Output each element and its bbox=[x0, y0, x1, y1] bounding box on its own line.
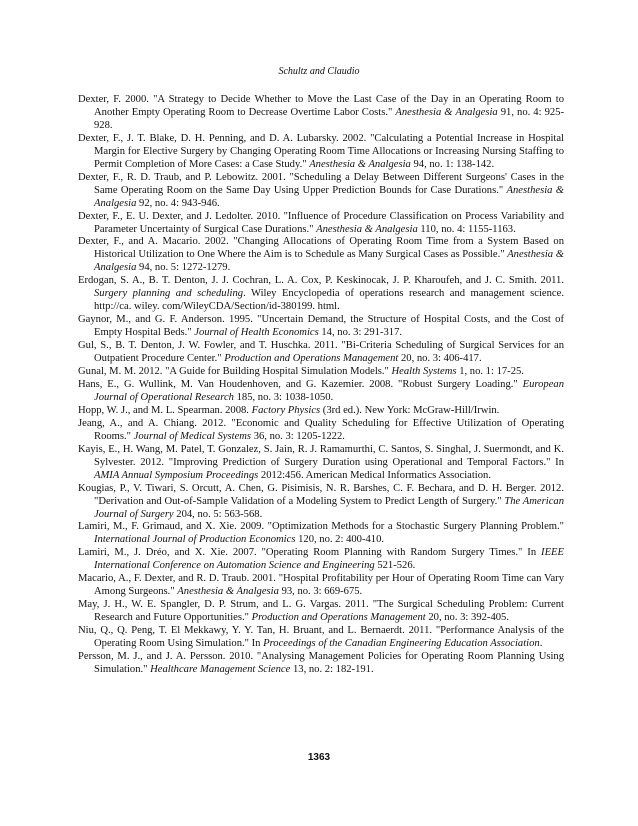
reference-entry bbox=[78, 573, 564, 599]
reference-text: Gul, S., B. T. Denton, J. W. Fowler, and T. Huschka. 2011. "Bi-Criteria Scheduling of Surgical Services for an Outpatient Procedure Center." bbox=[78, 340, 564, 365]
reference-text: Dexter, F. 2000. "A Strategy to Decide Whether to Move the Last Case of the Day in an Operating Room to Another Empty Operating Room to Decrease Overtime Labor Costs." bbox=[78, 94, 564, 118]
running-header: Schultz and Claudio bbox=[278, 66, 360, 77]
reference-source: Health Systems bbox=[391, 366, 457, 378]
reference-entry bbox=[78, 379, 564, 405]
reference-text: Erdogan, S. A., B. T. Denton, J. J. Cochran, L. A. Cox, P. Keskinocak, J. P. Kharoufeh, and J. C. Smith. 2011. bbox=[78, 275, 564, 287]
reference-source: International Journal of Production Economics bbox=[94, 534, 296, 546]
reference-entry bbox=[78, 547, 564, 573]
reference-source: Healthcare Management Science bbox=[150, 663, 291, 675]
reference-source: Anesthesia & Analgesia bbox=[94, 184, 564, 209]
reference-details: 20, no. 3: 406-417. bbox=[398, 353, 482, 365]
reference-entry bbox=[78, 366, 564, 379]
reference-text: Lamiri, M., F. Grimaud, and X. Xie. 2009. "Optimization Methods for a Stochastic Surgery Planning Problem." bbox=[78, 521, 564, 533]
reference-text: Lamiri, M., J. Dréo, and X. Xie. 2007. "Operating Room Planning with Random Surgery Times." In bbox=[78, 547, 542, 559]
reference-source: Anesthesia & Analgesia bbox=[94, 249, 564, 274]
reference-details: (3rd ed.). New York: McGraw-Hill/Irwin. bbox=[320, 404, 500, 416]
reference-text: Kougias, P., V. Tiwari, S. Orcutt, A. Chen, G. Pisimisis, N. R. Barshes, C. F. Bechara, and D. H. Berger. 2012. "Derivation and Out-of-Sample Validation of a Modeling System to Predict Length of Surgery." bbox=[78, 482, 564, 507]
reference-details: 94, no. 1: 138-142. bbox=[410, 158, 495, 170]
reference-list bbox=[78, 94, 564, 677]
reference-source: Journal of Medical Systems bbox=[133, 430, 252, 442]
reference-details: 110, no. 4: 1155-1163. bbox=[417, 223, 516, 235]
reference-text: Macario, A., F. Dexter, and R. D. Traub. 2001. "Hospital Profitability per Hour of Operating Room Time can Vary Among Surgeons." bbox=[78, 573, 564, 598]
reference-source: Journal of Health Economics bbox=[194, 327, 319, 339]
reference-entry bbox=[78, 236, 564, 275]
reference-source: Factory Physics bbox=[251, 404, 321, 416]
reference-details: 94, no. 5: 1272-1279. bbox=[136, 262, 231, 274]
reference-details: . bbox=[539, 638, 543, 650]
reference-text: Kayis, E., H. Wang, M. Patel, T. Gonzalez, S. Jain, R. J. Ramamurthi, C. Santos, S. Singhal, J. Suermondt, and K. Sylvester. 2012. "Improving Prediction of Surgery Duration using Operational and Temporal Factors." In bbox=[78, 443, 564, 468]
reference-text: Hans, E., G. Wullink, M. Van Houdenhoven, and G. Kazemier. 2008. "Robust Surgery Loading." bbox=[78, 378, 523, 390]
reference-entry bbox=[78, 314, 564, 340]
reference-details: 36, no. 3: 1205-1222. bbox=[251, 430, 345, 442]
reference-entry bbox=[78, 211, 564, 237]
reference-text: May, J. H., W. E. Spangler, D. P. Strum, and L. G. Vargas. 2011. "The Surgical Scheduling Problem: Current Research and Future Opportunities." bbox=[78, 599, 564, 624]
reference-entry bbox=[78, 405, 564, 418]
reference-text: Jeang, A., and A. Chiang. 2012. "Economic and Quality Scheduling for Effective Utilization of Operating Rooms." bbox=[78, 417, 564, 442]
reference-entry bbox=[78, 521, 564, 547]
reference-source: Production and Operations Management bbox=[251, 612, 426, 624]
reference-entry bbox=[78, 651, 564, 677]
reference-text: Persson, M. J., and J. A. Persson. 2010. "Analysing Management Policies for Operating Room Planning Using Simulation." bbox=[78, 650, 564, 675]
reference-source: Anesthesia & Analgesia bbox=[316, 223, 418, 235]
reference-entry bbox=[78, 444, 564, 483]
reference-details: 93, no. 3: 669-675. bbox=[278, 586, 363, 598]
reference-source: Proceedings of the Canadian Engineering Education Association bbox=[263, 638, 540, 650]
reference-source: AMIA Annual Symposium Proceedings bbox=[94, 469, 259, 481]
reference-details: 521-526. bbox=[374, 560, 416, 572]
reference-source: IEEE International Conference on Automation Science and Engineering bbox=[94, 547, 564, 572]
reference-details: 14, no. 3: 291-317. bbox=[318, 327, 403, 339]
reference-source: Surgery planning and scheduling bbox=[94, 288, 244, 300]
reference-entry bbox=[78, 275, 564, 314]
reference-details: 185, no. 3: 1038-1050. bbox=[233, 391, 334, 403]
reference-details: 204, no. 5: 563-568. bbox=[173, 508, 263, 520]
reference-entry bbox=[78, 418, 564, 444]
reference-details: . Wiley Encyclopedia of operations research and management science. http://ca. wiley. com/WileyCDA/Section/id-380199. html. bbox=[94, 288, 564, 313]
reference-text: Hopp, W. J., and M. L. Spearman. 2008. bbox=[78, 404, 252, 416]
reference-details: 1, no. 1: 17-25. bbox=[456, 366, 524, 378]
reference-text: Gunal, M. M. 2012. "A Guide for Building Hospital Simulation Models." bbox=[78, 366, 392, 378]
reference-text: Dexter, F., J. T. Blake, D. H. Penning, and D. A. Lubarsky. 2002. "Calculating a Potential Increase in Hospital Margin for Elective Surgery by Changing Operating Room Time Allocations or Increasing Nursing Staffing to Permit Completion of More Cases: a Case Study." bbox=[78, 132, 564, 170]
reference-source: Anesthesia & Analgesia bbox=[395, 106, 498, 118]
reference-entry bbox=[78, 599, 564, 625]
reference-text: Dexter, F., E. U. Dexter, and J. Ledolter. 2010. "Influence of Procedure Classification on Process Variability and Parameter Uncertainty of Surgical Case Durations." bbox=[78, 210, 564, 235]
reference-entry bbox=[78, 133, 564, 172]
reference-source: Production and Operations Management bbox=[224, 353, 399, 365]
reference-entry bbox=[78, 94, 564, 133]
reference-entry bbox=[78, 340, 564, 366]
reference-source: Anesthesia & Analgesia bbox=[309, 158, 411, 170]
reference-entry bbox=[78, 483, 564, 522]
reference-text: Dexter, F., R. D. Traub, and P. Lebowitz. 2001. "Scheduling a Delay Between Different Surgeons' Cases in the Same Operating Room on the Same Day Using Upper Prediction Bounds for Case Durations." bbox=[78, 171, 564, 196]
reference-entry bbox=[78, 625, 564, 651]
reference-source: The American Journal of Surgery bbox=[94, 495, 564, 520]
reference-entry bbox=[78, 172, 564, 211]
reference-details: 120, no. 2: 400-410. bbox=[295, 534, 385, 546]
reference-source: European Journal of Operational Research bbox=[94, 378, 564, 403]
reference-details: 92, no. 4: 943-946. bbox=[136, 197, 220, 209]
reference-details: 2012:456. American Medical Informatics Association. bbox=[258, 469, 491, 481]
reference-details: 13, no. 2: 182-191. bbox=[290, 663, 374, 675]
reference-details: 20, no. 3: 392-405. bbox=[425, 612, 509, 624]
page-number: 1363 bbox=[307, 752, 331, 763]
reference-text: Dexter, F., and A. Macario. 2002. "Changing Allocations of Operating Room Time from a System Based on Historical Utilization to One Where the Aim is to Schedule as Many Surgical Cases as Possible." bbox=[78, 236, 564, 261]
reference-text: Niu, Q., Q. Peng, T. El Mekkawy, Y. Y. Tan, H. Bruant, and L. Bernaerdt. 2011. "Performance Analysis of the Operating Room Using Simulation." In bbox=[78, 625, 564, 650]
reference-source: Anesthesia & Analgesia bbox=[177, 586, 279, 598]
reference-text: Gaynor, M., and G. F. Anderson. 1995. "Uncertain Demand, the Structure of Hospital Costs, and the Cost of Empty Hospital Beds." bbox=[78, 314, 564, 339]
reference-details: 91, no. 4: 925-928. bbox=[94, 106, 564, 131]
